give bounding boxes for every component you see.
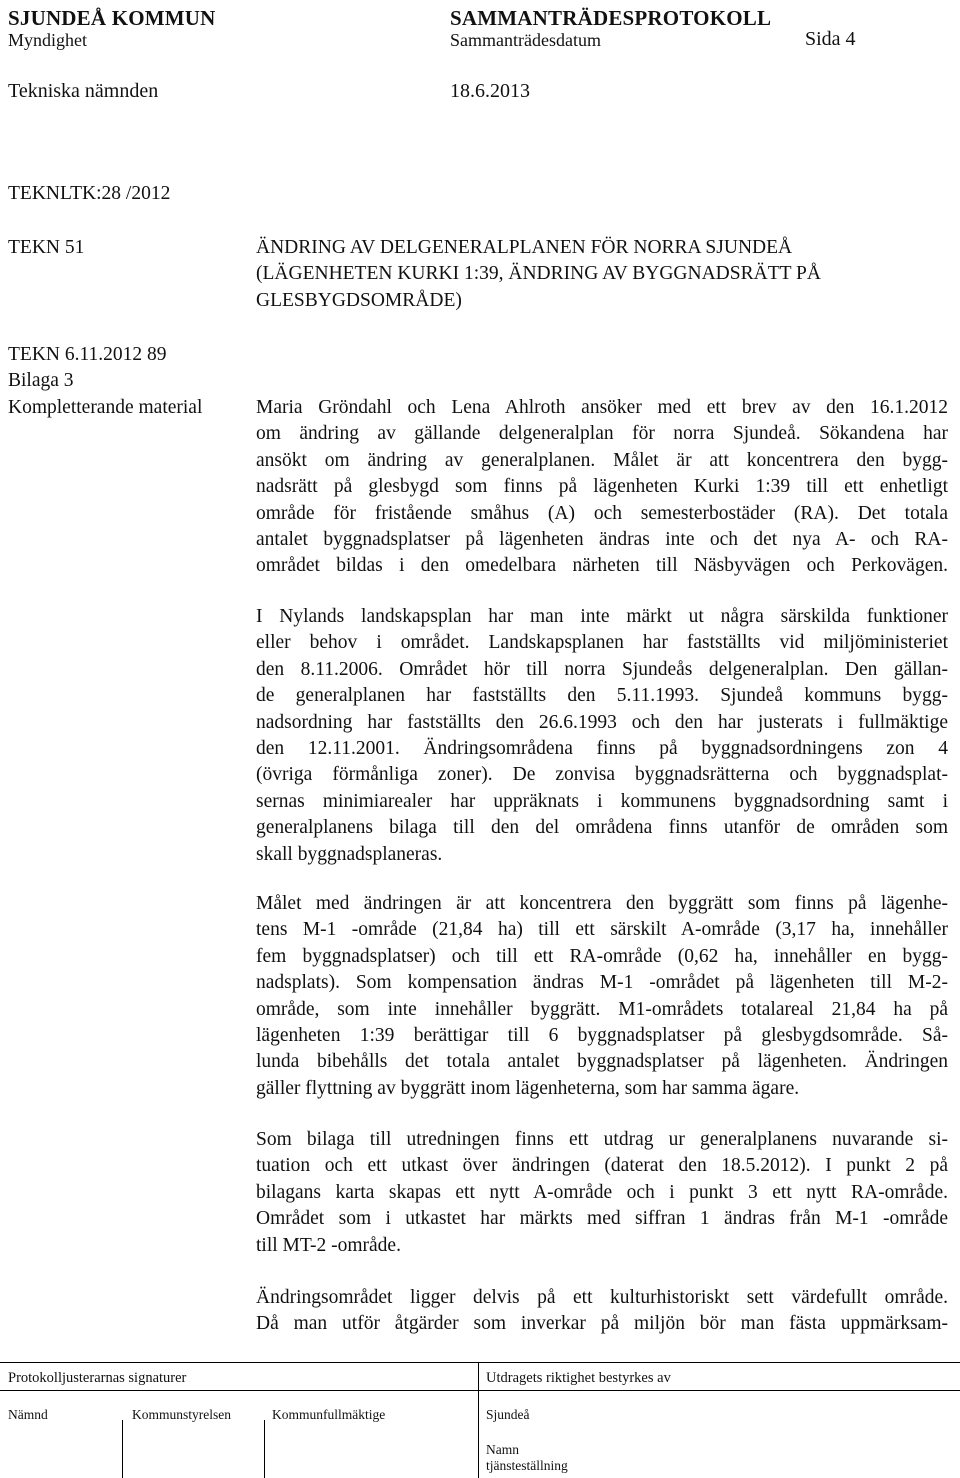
paragraph-cultural [256, 1285, 948, 1338]
text-line: till MT-2 -område. [256, 1234, 401, 1256]
name-label: Namn [486, 1442, 519, 1457]
text-line: tens M-1 -område (21,84 ha) till ett särskilt A-område (3,17 ha, innehåller [256, 919, 948, 941]
place-label: Sjundeå [486, 1407, 530, 1422]
text-line: (övriga förmånliga zoner). De zonvisa byggnadsrätterna och byggnadsplat- [256, 764, 948, 786]
case-title [256, 235, 821, 314]
text-line: område för fristående småhus (A) och semesterbostäder (RA). Det totala [256, 502, 948, 524]
col-kommunfullmaktige: Kommunfullmäktige [272, 1407, 386, 1422]
paragraph-application [256, 395, 948, 580]
doc-type: SAMMANTRÄDESPROTOKOLL [450, 6, 772, 30]
footer-mid-border [0, 1390, 960, 1391]
authority-label: Myndighet [8, 30, 87, 50]
text-line: lunda bibehålls det totala antalet byggnadsplatser på lägenheten. Ändringen [256, 1051, 948, 1073]
paragraph-plans [256, 604, 948, 868]
text-line: de generalplanen har fastställts den 5.11.1993. Sjundeå kommuns bygg- [256, 685, 948, 707]
signature-footer [0, 1362, 960, 1478]
text-line: gäller flyttning av byggrätt inom lägenheterna, som har samma ägare. [256, 1077, 800, 1099]
text-line: om ändring av gällande delgeneralplan för norra Sjundeå. Sökandena har [256, 423, 948, 445]
attachment-label: Bilaga 3 [8, 370, 74, 391]
text-line: Målet med ändringen är att koncentrera den byggrätt som finns på lägenhe- [256, 893, 948, 914]
text-line: område, som inte innehåller byggrätt. M1-områdets totalareal 21,84 ha på [256, 998, 948, 1020]
text-line: fem byggnadsplatser) och till ett RA-område (0,62 ha, innehåller en bygg- [256, 945, 948, 967]
text-line: den 8.11.2006. Området hör till norra Sjundeås delgeneralplan. Den gällan- [256, 658, 948, 680]
text-line: I Nylands landskapsplan har man inte märkt ut några särskilda funktioner [256, 606, 948, 627]
col-kommunstyrelsen: Kommunstyrelsen [132, 1407, 231, 1422]
text-line: sernas minimiarealer har uppräknats i kommunens byggnadsordning samt i [256, 790, 948, 812]
text-line: bilagans karta skapas ett nytt A-område och i punkt 3 ett nytt RA-område. [256, 1181, 948, 1203]
date-label: Sammanträdesdatum [450, 30, 601, 50]
text-line: Maria Gröndahl och Lena Ahlroth ansöker med ett brev av den 16.1.2012 [256, 397, 948, 418]
footer-col-divider [122, 1420, 123, 1478]
case-title-line: (LÄGENHETEN KURKI 1:39, ÄNDRING AV BYGGNADSRÄTT PÅ [256, 263, 821, 285]
text-line: området bildas i den omedelbara närheten till Näsbyvägen och Perkovägen. [256, 555, 948, 577]
case-title-line: ÄNDRING AV DELGENERALPLANEN FÖR NORRA SJUNDEÅ [256, 237, 793, 258]
text-line: ansökt om ändring av generalplanen. Målet är att koncentrera den bygg- [256, 449, 948, 471]
position-label: tjänsteställning [486, 1458, 568, 1473]
text-line: tuation och ett utkast över ändringen (daterat den 18.5.2012). I punkt 2 på [256, 1155, 948, 1177]
text-line: den 12.11.2001. Ändringsområdena finns på byggnadsordningens zon 4 [256, 738, 948, 760]
text-line: eller behov i området. Landskapsplanen har fastställts vid miljöministeriet [256, 632, 948, 654]
org-name: SJUNDEÅ KOMMUN [8, 6, 216, 30]
text-line: lägenheten 1:39 berättigar till 6 byggnadsplatser på glesbygdsområde. Så- [256, 1025, 948, 1047]
text-line: nadsordning har fastställts den 26.6.1993 och den har justerats i fullmäktige [256, 711, 948, 733]
footer-top-border [0, 1362, 960, 1363]
page-number: Sida 4 [805, 28, 856, 50]
paragraph-attachment [256, 1127, 948, 1259]
text-line: nadsplats). Som kompensation ändras M-1 -området på lägenheten till M-2- [256, 972, 948, 994]
tekn-section: TEKN 51 [8, 237, 85, 258]
text-line: nadsrätt på glesbygd som finns på lägenheten Kurki 1:39 till ett enhetligt [256, 476, 948, 498]
authority-name: Tekniska nämnden [8, 80, 159, 102]
supplement-label: Kompletterande material [8, 397, 203, 418]
text-line: skall byggnadsplaneras. [256, 843, 443, 865]
text-line: antalet byggnadsplatser på lägenheten ändras inte och det nya A- och RA- [256, 529, 948, 551]
certification-title: Utdragets riktighet bestyrkes av [486, 1370, 671, 1386]
text-line: Som bilaga till utredningen finns ett utdrag ur generalplanens nuvarande si- [256, 1129, 948, 1150]
text-line: generalplanens bilaga till den del områdena finns utanför de områden som [256, 817, 948, 839]
meeting-date: 18.6.2013 [450, 80, 530, 102]
paragraph-goal [256, 891, 948, 1102]
text-line: Då man utför åtgärder som inverkar på miljön bör man fästa uppmärksam- [256, 1313, 948, 1335]
case-reference: TEKNLTK:28 /2012 [8, 183, 171, 204]
previous-reference: TEKN 6.11.2012 89 [8, 344, 167, 365]
case-title-line: GLESBYGDSOMRÅDE) [256, 289, 462, 311]
footer-col-divider [264, 1420, 265, 1478]
text-line: Ändringsområdet ligger delvis på ett kulturhistoriskt sett värdefullt område. [256, 1287, 948, 1308]
signatures-title: Protokolljusterarnas signaturer [8, 1370, 187, 1386]
col-namnd: Nämnd [8, 1407, 48, 1422]
footer-divider [478, 1362, 479, 1478]
text-line: Området som i utkastet har märkts med siffran 1 ändras från M-1 -område [256, 1208, 948, 1230]
